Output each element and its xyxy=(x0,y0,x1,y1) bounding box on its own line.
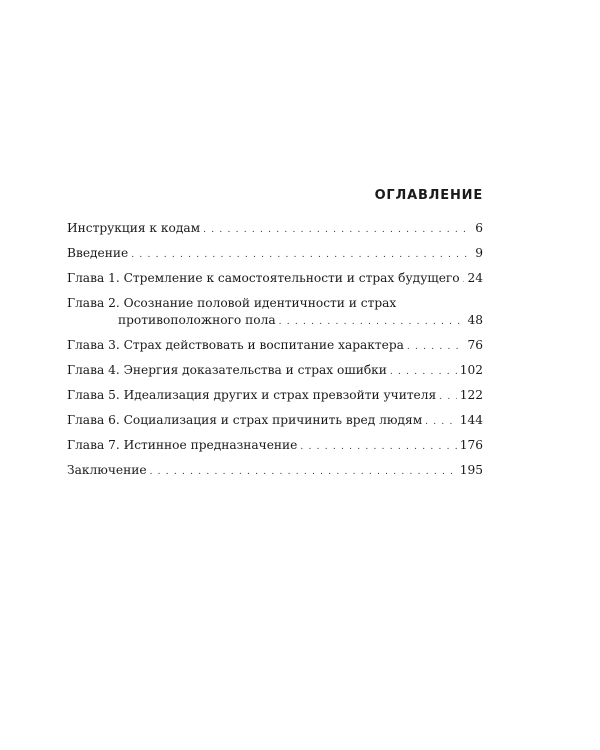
toc-entry-chapter-5[interactable] xyxy=(67,387,483,404)
toc-entry-label: Введение xyxy=(67,246,129,260)
chapter-number: Глава 5. xyxy=(67,388,120,402)
chapter-number: Глава 4. xyxy=(67,363,120,377)
toc-heading: ОГЛАВЛЕНИЕ xyxy=(374,188,483,203)
toc-entry-label: Социализация и страх причинить вред людям xyxy=(123,413,423,427)
toc-page-number: 176 xyxy=(459,438,483,452)
toc-page-number: 122 xyxy=(459,388,483,402)
toc-entry-label: Страх действовать и воспитание характера xyxy=(123,338,404,352)
toc-page-number: 48 xyxy=(467,313,483,327)
dot-leader xyxy=(439,389,457,406)
toc-page-number: 195 xyxy=(459,463,483,477)
toc-entry-label-line1: Осознание половой идентичности и страх xyxy=(123,296,397,310)
toc-list xyxy=(67,220,483,487)
toc-entry-chapter-2[interactable] xyxy=(67,295,483,329)
dot-leader xyxy=(279,314,465,331)
dot-leader xyxy=(150,464,457,481)
dot-leader xyxy=(390,364,457,381)
toc-entry-label: Идеализация других и страх превзойти учителя xyxy=(123,388,437,402)
dot-leader xyxy=(131,247,472,264)
toc-entry-label: Заключение xyxy=(67,463,147,477)
toc-page-number: 6 xyxy=(475,221,483,235)
toc-entry-label: Стремление к самостоятельности и страх будущего xyxy=(123,271,460,285)
dot-leader xyxy=(463,272,465,289)
toc-entry-instructions[interactable] xyxy=(67,220,483,237)
toc-entry-chapter-1[interactable] xyxy=(67,270,483,287)
toc-entry-introduction[interactable] xyxy=(67,245,483,262)
toc-entry-chapter-7[interactable] xyxy=(67,437,483,454)
toc-page-number: 102 xyxy=(459,363,483,377)
toc-entry-label: Энергия доказательства и страх ошибки xyxy=(123,363,387,377)
chapter-number: Глава 1. xyxy=(67,271,120,285)
toc-page-number: 24 xyxy=(467,271,483,285)
dot-leader xyxy=(425,414,457,431)
dot-leader xyxy=(300,439,456,456)
dot-leader xyxy=(407,339,465,356)
toc-page-number: 76 xyxy=(467,338,483,352)
toc-entry-chapter-4[interactable] xyxy=(67,362,483,379)
toc-entry-conclusion[interactable] xyxy=(67,462,483,479)
dot-leader xyxy=(203,222,472,239)
chapter-number: Глава 2. xyxy=(67,296,120,310)
chapter-number: Глава 7. xyxy=(67,438,120,452)
toc-entry-label: Истинное предназначение xyxy=(123,438,298,452)
toc-entry-chapter-3[interactable] xyxy=(67,337,483,354)
chapter-number: Глава 3. xyxy=(67,338,120,352)
toc-entry-label-line2: противоположного пола xyxy=(118,313,276,327)
toc-entry-label: Инструкция к кодам xyxy=(67,221,201,235)
toc-page-number: 144 xyxy=(459,413,483,427)
toc-entry-chapter-6[interactable] xyxy=(67,412,483,429)
chapter-number: Глава 6. xyxy=(67,413,120,427)
toc-page-number: 9 xyxy=(475,246,483,260)
